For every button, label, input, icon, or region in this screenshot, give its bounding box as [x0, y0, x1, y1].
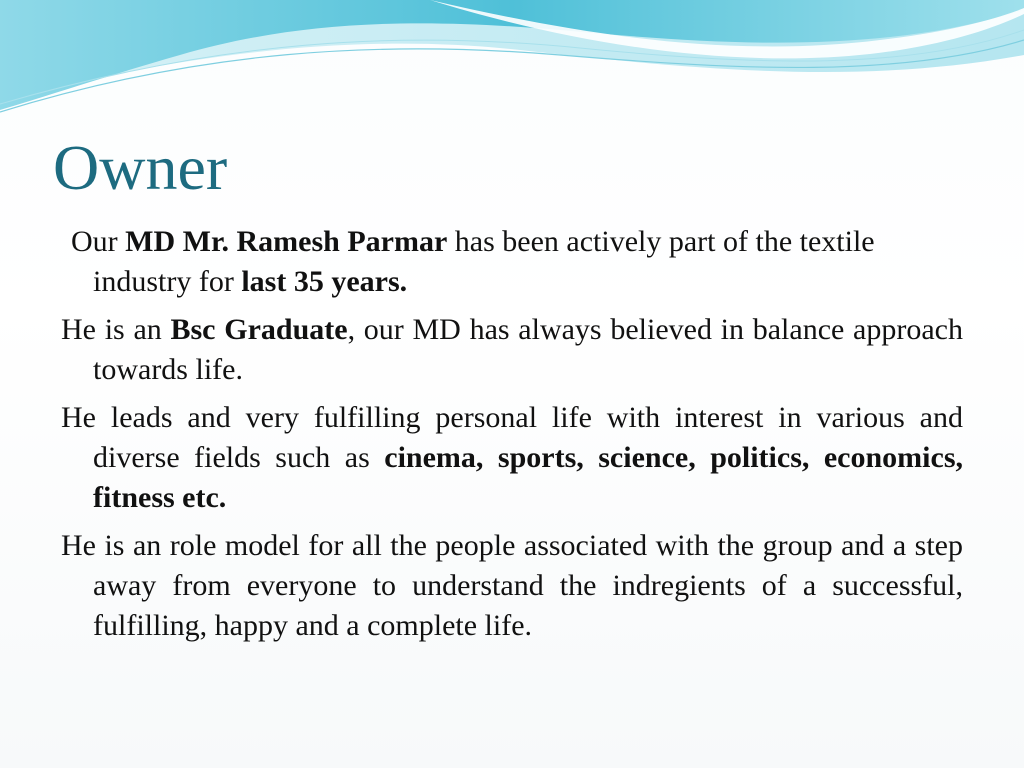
p2-text-2: , our MD has always believed in balance approach towards life.: [93, 313, 963, 386]
p1-md-name: MD Mr. Ramesh Parmar: [125, 225, 448, 258]
header-wave-decoration: [0, 0, 1024, 130]
paragraph-3: [61, 398, 963, 518]
p4-text: He is an role model for all the people associated with the group and a step away from everyone to understand the indregients of a successful, fulfilling, happy and a complete life.: [61, 529, 963, 642]
p1-text-2: has been actively part of the textile industry for: [93, 225, 875, 298]
p3-text: He leads and very fulfilling personal life with interest in various and diverse fields such as: [61, 401, 963, 474]
p1-years: last 35 years.: [241, 265, 408, 298]
p2-degree: Bsc Graduate: [170, 313, 348, 346]
paragraph-2: [61, 310, 963, 390]
paragraph-1: [61, 222, 963, 302]
slide-title: Owner: [53, 132, 228, 203]
p2-text: He is an: [61, 313, 171, 346]
p3-interests: cinema, sports, science, politics, economics, fitness etc.: [93, 441, 963, 514]
p1-text: Our: [71, 225, 126, 258]
paragraph-4: [61, 526, 963, 646]
slide-body: [61, 222, 963, 654]
